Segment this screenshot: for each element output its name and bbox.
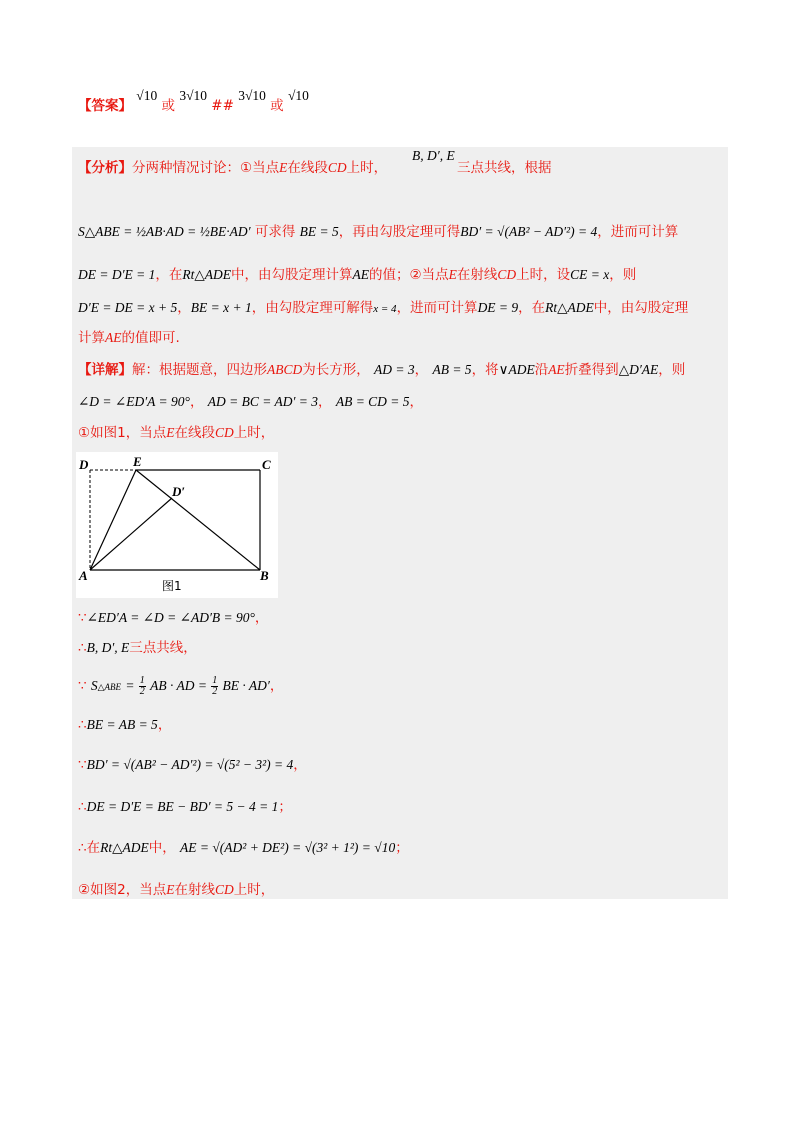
analysis-points: B, D′, E: [412, 148, 455, 163]
because-symbol: ∵: [78, 678, 87, 694]
case-2-heading: [78, 880, 274, 900]
segment-ae: AE: [352, 267, 370, 282]
analysis-text: 在射线: [456, 267, 498, 283]
answer-value-3: 3√10: [238, 88, 266, 103]
label-e: E: [133, 454, 142, 469]
analysis-line-5: [78, 328, 180, 348]
segment-ae: AE: [105, 330, 122, 345]
length-equation-2: AB = CD = 5: [335, 394, 410, 409]
detail-text: 在射线: [174, 882, 215, 898]
because-symbol: ∵: [78, 610, 87, 626]
area-formula: S△ABE = ½AB·AD = ½BE·AD′: [78, 224, 251, 239]
detail-text: ，: [409, 394, 424, 410]
because-symbol: ∵: [78, 757, 87, 773]
detail-text: ，: [318, 394, 332, 410]
point-e: E: [166, 882, 175, 897]
detail-text: ；: [395, 840, 409, 856]
point-e: E: [279, 160, 288, 175]
analysis-line-1: [78, 158, 387, 178]
label-b: B: [260, 568, 269, 583]
detail-text: 三点共线，: [129, 640, 197, 656]
therefore-symbol: ∴: [78, 640, 87, 656]
label-d: D: [79, 457, 89, 472]
analysis-text: ，由勾股定理可解得: [251, 300, 374, 316]
step-6: [78, 797, 292, 817]
step-equation: AB · AD =: [150, 678, 207, 693]
detail-text: 为长方形，: [302, 362, 370, 378]
therefore-symbol: ∴: [78, 717, 87, 733]
segment-cd: CD: [497, 267, 517, 282]
step-7: [78, 838, 409, 858]
detail-text: ，: [269, 678, 284, 694]
detail-text: 解：根据题意，四边形: [132, 362, 267, 378]
right-triangle: Rt△ADE: [100, 840, 149, 855]
be-expression: BE = x + 1: [190, 300, 252, 315]
step-equation: ∠ED′A = ∠D = ∠AD′B = 90°: [86, 610, 255, 625]
ab-value: AB = 5: [432, 362, 472, 377]
step-2: [78, 638, 197, 658]
segment-cd: CD: [214, 882, 234, 897]
analysis-text: 的值即可.: [121, 330, 180, 346]
analysis-text: 可求得: [254, 224, 296, 240]
right-triangle: Rt△ADE: [545, 300, 594, 315]
step-4: [78, 715, 171, 735]
detail-text: 折叠得到: [564, 362, 619, 378]
detail-text: 沿: [534, 362, 549, 378]
point-e: E: [166, 425, 175, 440]
ad-value: AD = 3: [374, 362, 415, 377]
angle-equation: ∠D = ∠ED′A = 90°: [78, 394, 190, 409]
label-c: C: [262, 457, 271, 472]
answer-or-2: 或: [270, 98, 284, 114]
analysis-tag: 【分析】: [78, 160, 132, 176]
step-1: [78, 608, 268, 628]
de-value: DE = D′E = 1: [78, 267, 156, 282]
detail-text: ，: [157, 717, 172, 733]
step-equation: BE = AB = 5: [86, 717, 158, 732]
figure-caption: 图1: [162, 579, 182, 593]
step-equation: BD′ = √(AB² − AD′²) = √(5² − 3²) = 4: [86, 757, 294, 772]
analysis-text: ，在: [155, 267, 183, 283]
segment-cd: CD: [327, 160, 347, 175]
analysis-text: 上时，设: [516, 267, 571, 283]
detail-text: 上时，: [233, 882, 275, 898]
analysis-text: 的值；②当点: [369, 267, 449, 283]
detail-text: ，: [189, 394, 204, 410]
segment-eb: [136, 470, 260, 570]
analysis-text: 中，由勾股定理: [593, 300, 689, 316]
analysis-text: ，则: [609, 267, 637, 283]
detail-text: ①如图1，当点: [78, 425, 167, 441]
analysis-text: ，: [177, 300, 191, 316]
step-3: ∵ S△ABE = $\frac{1}{2}$ AB · AD = $\frac{1}{2}$ BE · AD′，: [78, 675, 284, 697]
label-d-prime: D′: [172, 484, 186, 499]
area-symbol: S: [90, 678, 98, 693]
bd-formula: BD′ = √(AB² − AD′²) = 4: [460, 224, 598, 239]
fraction-half: $\frac{1}{2}$: [212, 675, 218, 697]
detail-text: 中，: [148, 840, 176, 856]
step-5: [78, 755, 307, 775]
figure-1: [76, 452, 278, 598]
answer-value-2: 3√10: [179, 88, 207, 103]
x-value: x = 4: [373, 303, 397, 315]
geometry-diagram: [76, 452, 278, 598]
step-equation: AE = √(AD² + DE²) = √(3² + 1²) = √10: [180, 840, 396, 855]
detail-text: ，: [414, 362, 429, 378]
label-a: A: [79, 568, 88, 583]
detail-text: ，则: [658, 362, 686, 378]
analysis-text: 在线段: [287, 160, 328, 176]
answer-value-4: √10: [287, 88, 309, 103]
therefore-symbol: ∴: [78, 840, 87, 856]
de-expression: D′E = DE = x + 5: [78, 300, 178, 315]
detail-text: 在: [86, 840, 101, 856]
step-equation: DE = D′E = BE − BD′ = 5 − 4 = 1: [86, 799, 279, 814]
analysis-line-3: [78, 265, 636, 285]
analysis-text: 计算: [78, 330, 105, 346]
segment-ad-prime: [90, 498, 172, 570]
triangle-ade: ∨ADE: [498, 362, 535, 377]
point-e: E: [448, 267, 457, 282]
analysis-line-2: [78, 222, 678, 242]
analysis-line-4: [78, 298, 688, 319]
answer-line: [78, 88, 309, 114]
detail-text: ②如图2，当点: [78, 882, 167, 898]
analysis-text: ，进而可计算: [597, 224, 679, 240]
segment-ae: [90, 470, 136, 570]
de-value-2: DE = 9: [477, 300, 519, 315]
segment-ae: AE: [548, 362, 565, 377]
analysis-text: ，进而可计算: [396, 300, 478, 316]
answer-tag: 【答案】: [78, 98, 132, 114]
triangle-dae: △D′AE: [618, 362, 659, 377]
ce-value: CE = x: [570, 267, 610, 282]
analysis-text: 上时，: [346, 160, 388, 176]
be-value: BE = 5: [299, 224, 339, 239]
answer-value-1: √10: [136, 88, 158, 103]
analysis-text: 分两种情况讨论：①当点: [132, 160, 280, 176]
step-equation: BE · AD′: [222, 678, 270, 693]
detail-text: ，将: [471, 362, 499, 378]
length-equation: AD = BC = AD′ = 3: [207, 394, 319, 409]
analysis-text: 三点共线，根据: [457, 160, 552, 176]
answer-or-1: 或: [161, 98, 176, 114]
right-triangle: Rt△ADE: [182, 267, 232, 282]
analysis-text: ，再由勾股定理可得: [338, 224, 461, 240]
detail-text: ，: [293, 757, 307, 773]
detail-line-1: [78, 360, 685, 380]
analysis-text: 中，由勾股定理计算: [231, 267, 353, 283]
detail-line-2: [78, 392, 423, 412]
detail-tag: 【详解】: [78, 362, 132, 378]
segment-cd: CD: [214, 425, 234, 440]
detail-text: 上时，: [233, 425, 275, 441]
analysis-text: ，在: [518, 300, 546, 316]
answer-separator: ##: [211, 98, 234, 114]
fraction-half: $\frac{1}{2}$: [139, 675, 145, 697]
area-subscript: △ABE: [97, 682, 122, 692]
step-equation: B, D′, E: [86, 640, 130, 655]
detail-text: 在线段: [174, 425, 215, 441]
detail-text: ，: [254, 610, 269, 626]
detail-text: ；: [278, 799, 292, 815]
case-1-heading: [78, 423, 274, 443]
therefore-symbol: ∴: [78, 799, 87, 815]
quadrilateral-abcd: ABCD: [267, 362, 303, 377]
